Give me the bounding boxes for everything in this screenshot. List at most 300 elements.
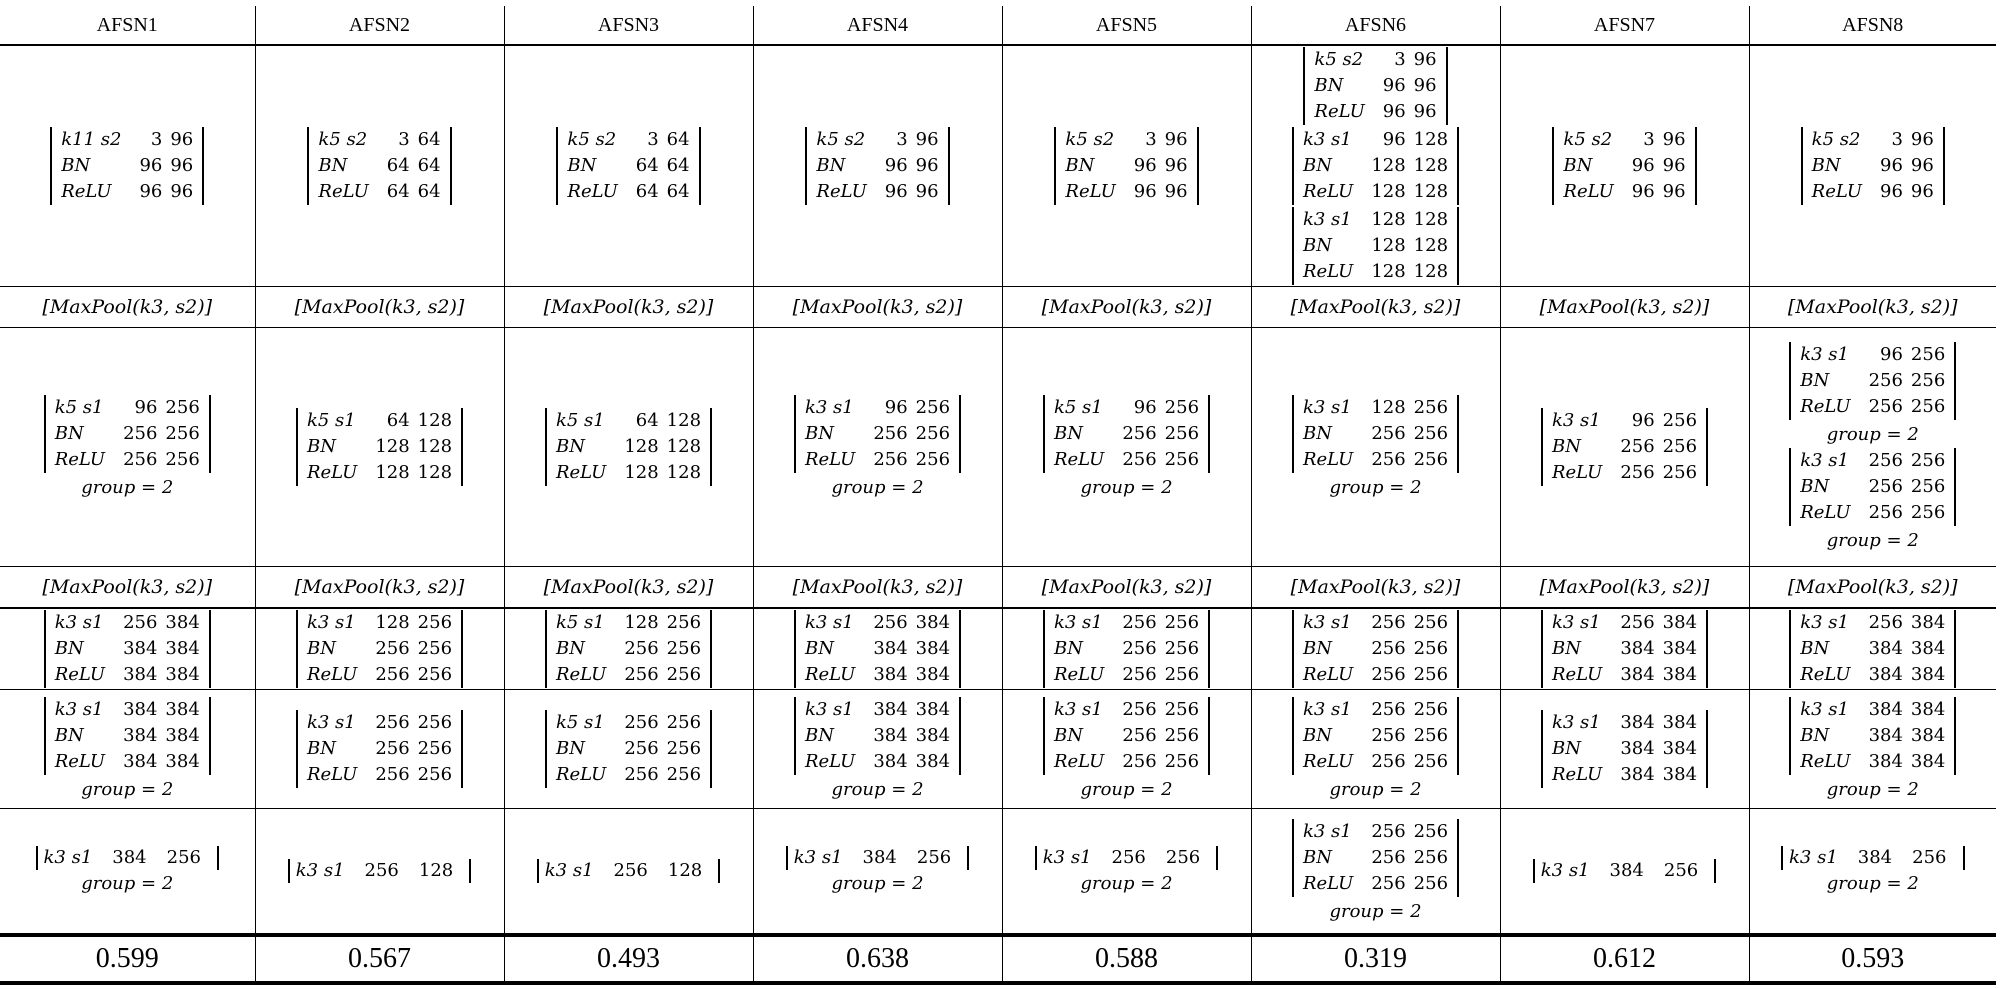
- layer-channel: 96: [1382, 101, 1406, 122]
- cell-afsn3: [504, 328, 753, 567]
- layer-op: k3 s1: [1302, 612, 1352, 633]
- layer-matrix-row: [1548, 460, 1701, 486]
- cell-afsn5: [1002, 608, 1251, 690]
- maxpool-row: [0, 287, 1996, 328]
- layer-channel: 384: [1620, 638, 1655, 659]
- layer-matrix: [1789, 697, 1956, 775]
- layer-channel: 256: [1662, 410, 1698, 431]
- layer-channel: 256: [1910, 370, 1946, 391]
- layer-channel: 128: [1371, 181, 1406, 202]
- layer-matrix-row: [801, 447, 954, 473]
- layer-channel: 64: [417, 181, 441, 202]
- layer-channel: 96: [884, 155, 908, 176]
- cell-stack: [1501, 407, 1749, 487]
- layer-channel: 128: [1371, 397, 1406, 418]
- cell-afsn3: [504, 690, 753, 809]
- layer-matrix-grid: [1299, 127, 1452, 205]
- layer-channel: 256: [1910, 450, 1946, 471]
- layer-channel: 256: [123, 612, 158, 633]
- layer-matrix-row: [303, 610, 456, 636]
- layer-matrix-row: [1796, 723, 1949, 749]
- layer-channel: 256: [666, 664, 702, 685]
- layer-op: BN: [804, 725, 834, 746]
- layer-op: BN: [1314, 75, 1344, 96]
- cell-afsn8: [1749, 328, 1996, 567]
- cell-stack: [0, 126, 255, 206]
- layer-matrix: [1292, 697, 1459, 775]
- layer-channel: 256: [1620, 462, 1655, 483]
- layer-channel: 384: [1910, 751, 1946, 772]
- layer-matrix-grid: [801, 697, 954, 775]
- cell-stack: [1501, 709, 1749, 789]
- layer-matrix-row: [1050, 636, 1203, 662]
- layer-channel: 3: [1145, 129, 1157, 150]
- layer-matrix-row: [1796, 474, 1949, 500]
- score-cell: 0.567: [255, 935, 504, 983]
- layer-channel: 96: [1164, 155, 1188, 176]
- column-header: AFSN8: [1749, 6, 1996, 45]
- layer-channel: 384: [123, 664, 158, 685]
- layer-matrix-grid: [812, 127, 942, 205]
- layer-op: ReLU: [1065, 181, 1116, 202]
- layer-matrix-row: [51, 421, 204, 447]
- group-note: group = 2: [831, 779, 924, 800]
- layer-matrix-row: [303, 762, 456, 788]
- layer-matrix-row: [1808, 127, 1938, 153]
- layer-channel: 128: [666, 410, 702, 431]
- table-row: [0, 45, 1996, 287]
- layer-channel: 64: [386, 410, 410, 431]
- layer-matrix: [296, 610, 463, 688]
- layer-op: BN: [306, 638, 336, 659]
- layer-matrix-row: [1796, 697, 1949, 723]
- layer-matrix-grid: [1796, 448, 1949, 526]
- group-note: group = 2: [81, 477, 174, 498]
- layer-channel: 128: [1371, 209, 1406, 230]
- layer-channel: 256: [1620, 436, 1655, 457]
- layer-channel: 96: [1910, 129, 1934, 150]
- layer-matrix-grid: [1050, 610, 1203, 688]
- layer-op: ReLU: [1302, 181, 1354, 202]
- layer-channel: 256: [1413, 397, 1449, 418]
- layer-op: BN: [306, 436, 336, 457]
- layer-op: ReLU: [555, 664, 607, 685]
- layer-matrix-row: [1299, 259, 1452, 285]
- layer-op: ReLU: [555, 764, 607, 785]
- layer-matrix-row: [1299, 207, 1452, 233]
- layer-channel: 96: [884, 397, 908, 418]
- layer-inline: [1781, 846, 1965, 870]
- layer-channel: 384: [1609, 860, 1644, 881]
- layer-channel: 256: [624, 764, 659, 785]
- layer-channel: 256: [1662, 436, 1698, 457]
- layer-channel: 256: [915, 423, 951, 444]
- layer-matrix-row: [1559, 153, 1689, 179]
- cell-stack: [1003, 394, 1251, 500]
- cell-afsn6: [1251, 328, 1500, 567]
- layer-op: BN: [804, 638, 834, 659]
- layer-matrix-grid: [1548, 710, 1701, 788]
- layer-matrix-row: [303, 662, 456, 688]
- layer-channel: 256: [666, 712, 702, 733]
- layer-op: BN: [804, 423, 834, 444]
- layer-op: BN: [1800, 370, 1830, 391]
- layer-op: k11 s2: [61, 129, 122, 150]
- column-header: AFSN6: [1251, 6, 1500, 45]
- layer-channel: 256: [1868, 370, 1903, 391]
- layer-channel: 384: [873, 664, 908, 685]
- layer-matrix-grid: [1808, 127, 1938, 205]
- layer-channel: 384: [915, 699, 951, 720]
- cell-afsn1: [0, 690, 255, 809]
- layer-op: k3 s1: [793, 847, 843, 868]
- maxpool-cell: [MaxPool(k3, s2)]: [0, 567, 255, 609]
- layer-matrix: [794, 697, 961, 775]
- cell-afsn8: [1749, 45, 1996, 287]
- layer-channel: 256: [1164, 397, 1200, 418]
- layer-channel: 256: [1164, 423, 1200, 444]
- layer-op: k3 s1: [54, 612, 104, 633]
- layer-channel: 256: [666, 638, 702, 659]
- maxpool-cell: [MaxPool(k3, s2)]: [1500, 567, 1749, 609]
- layer-channel: 64: [666, 181, 690, 202]
- layer-matrix-row: [1548, 736, 1701, 762]
- layer-channel: 256: [375, 664, 410, 685]
- layer-op: BN: [1551, 738, 1581, 759]
- cell-stack: [1252, 609, 1500, 689]
- layer-channel: 64: [635, 155, 659, 176]
- layer-matrix: [44, 697, 211, 775]
- layer-channel: 256: [624, 712, 659, 733]
- layer-matrix-row: [1796, 636, 1949, 662]
- maxpool-row: [0, 567, 1996, 609]
- layer-channel: 3: [647, 129, 659, 150]
- layer-op: ReLU: [555, 462, 607, 483]
- layer-channel: 384: [165, 725, 200, 746]
- cell-stack: [505, 407, 753, 487]
- cell-stack: [505, 126, 753, 206]
- layer-channel: 128: [1413, 209, 1449, 230]
- score-cell: 0.599: [0, 935, 255, 983]
- table-row: [0, 608, 1996, 690]
- group-note: group = 2: [1080, 873, 1173, 894]
- layer-matrix-row: [1796, 394, 1949, 420]
- layer-channel: 64: [417, 155, 441, 176]
- cell-afsn2: [255, 328, 504, 567]
- layer-channel: 128: [666, 462, 702, 483]
- layer-channel: 256: [1371, 449, 1406, 470]
- layer-op: BN: [54, 725, 84, 746]
- layer-inline: [1035, 846, 1219, 870]
- layer-channel: 256: [1413, 847, 1449, 868]
- layer-matrix-row: [1061, 179, 1191, 205]
- layer-matrix-row: [314, 153, 444, 179]
- layer-channel: 384: [915, 638, 951, 659]
- layer-channel: 256: [375, 764, 410, 785]
- layer-matrix-grid: [1548, 408, 1701, 486]
- layer-matrix: [1541, 710, 1708, 788]
- cell-stack: [1003, 609, 1251, 689]
- group-note: group = 2: [1826, 424, 1919, 445]
- layer-matrix-row: [1050, 610, 1203, 636]
- layer-channel: 96: [1413, 101, 1437, 122]
- layer-channel: 256: [666, 612, 702, 633]
- layer-channel: 256: [417, 664, 453, 685]
- layer-matrix-row: [552, 610, 705, 636]
- layer-matrix-row: [563, 153, 693, 179]
- layer-channel: 96: [1413, 75, 1437, 96]
- layer-op: ReLU: [1800, 502, 1851, 523]
- layer-op: k3 s1: [1800, 450, 1849, 471]
- layer-channel: 256: [1164, 699, 1200, 720]
- layer-channel: 96: [915, 181, 939, 202]
- layer-matrix: [1789, 610, 1956, 688]
- layer-matrix-row: [303, 710, 456, 736]
- layer-matrix-row: [1310, 73, 1440, 99]
- layer-channel: 384: [1620, 764, 1655, 785]
- layer-matrix-row: [51, 610, 204, 636]
- layer-op: k3 s1: [804, 699, 854, 720]
- group-note: group = 2: [1080, 779, 1173, 800]
- layer-channel: 384: [1662, 612, 1698, 633]
- layer-channel: 3: [1643, 129, 1655, 150]
- layer-matrix-row: [57, 153, 197, 179]
- layer-channel: 3: [896, 129, 908, 150]
- cell-afsn4: [753, 608, 1002, 690]
- layer-channel: 256: [165, 397, 200, 418]
- layer-channel: 384: [1662, 712, 1698, 733]
- maxpool-cell: [MaxPool(k3, s2)]: [1002, 287, 1251, 328]
- maxpool-cell: [MaxPool(k3, s2)]: [504, 287, 753, 328]
- layer-channel: 256: [1413, 612, 1449, 633]
- layer-op: BN: [555, 436, 585, 457]
- table-row: [0, 328, 1996, 567]
- layer-matrix-row: [303, 460, 456, 486]
- cell-stack: [505, 859, 753, 883]
- cell-afsn4: [753, 690, 1002, 809]
- layer-op: k3 s1: [1302, 821, 1352, 842]
- layer-channel: 384: [915, 664, 951, 685]
- layer-channel: 96: [1164, 181, 1188, 202]
- cell-stack: [1750, 696, 1997, 802]
- maxpool-cell: [MaxPool(k3, s2)]: [1749, 567, 1996, 609]
- layer-channel: 384: [873, 699, 908, 720]
- layer-matrix-grid: [1548, 610, 1701, 688]
- cell-afsn7: [1500, 809, 1749, 936]
- layer-op: BN: [1302, 725, 1332, 746]
- layer-channel: 256: [123, 449, 158, 470]
- layer-op: ReLU: [1551, 664, 1603, 685]
- layer-matrix-grid: [303, 408, 456, 486]
- layer-matrix-grid: [1299, 697, 1452, 775]
- layer-channel: 256: [1122, 449, 1157, 470]
- layer-matrix-row: [1299, 723, 1452, 749]
- layer-matrix-grid: [1796, 697, 1949, 775]
- layer-op: k3 s1: [1053, 699, 1103, 720]
- layer-channel: 256: [666, 738, 702, 759]
- layer-op: k3 s1: [1053, 612, 1103, 633]
- layer-channel: 384: [1662, 738, 1698, 759]
- layer-matrix-row: [1050, 697, 1203, 723]
- maxpool-cell: [MaxPool(k3, s2)]: [255, 567, 504, 609]
- cell-stack: [1750, 341, 1997, 553]
- layer-matrix-row: [1061, 153, 1191, 179]
- score-row: [0, 935, 1996, 983]
- layer-matrix-row: [1050, 447, 1203, 473]
- layer-channel: 384: [1868, 664, 1903, 685]
- layer-channel: 384: [873, 751, 908, 772]
- group-note: group = 2: [81, 873, 174, 894]
- layer-matrix-grid: [552, 408, 705, 486]
- cell-stack: [505, 709, 753, 789]
- layer-channel: 96: [1133, 397, 1157, 418]
- layer-channel: 256: [1122, 664, 1157, 685]
- layer-matrix-row: [51, 662, 204, 688]
- layer-matrix-row: [1299, 819, 1452, 845]
- layer-channel: 384: [1620, 664, 1655, 685]
- layer-channel: 256: [1122, 725, 1157, 746]
- layer-matrix-row: [1548, 710, 1701, 736]
- column-header: AFSN4: [753, 6, 1002, 45]
- layer-channel: 256: [417, 738, 453, 759]
- layer-op: k3 s1: [1789, 847, 1838, 868]
- cell-stack: [1003, 126, 1251, 206]
- layer-op: k3 s1: [1800, 344, 1849, 365]
- layer-matrix-grid: [303, 710, 456, 788]
- cell-stack: [256, 126, 504, 206]
- layer-channel: 128: [417, 462, 453, 483]
- layer-matrix-grid: [801, 610, 954, 688]
- layer-channel: 128: [624, 462, 659, 483]
- layer-op: k3 s1: [295, 860, 345, 881]
- layer-matrix-row: [1061, 127, 1191, 153]
- layer-channel: 256: [1371, 699, 1406, 720]
- layer-op: BN: [1551, 436, 1581, 457]
- layer-channel: 384: [165, 664, 200, 685]
- layer-channel: 384: [1910, 638, 1946, 659]
- layer-channel: 384: [1868, 725, 1903, 746]
- layer-channel: 96: [1164, 129, 1188, 150]
- layer-channel: 256: [1868, 502, 1903, 523]
- group-note: group = 2: [1329, 901, 1422, 922]
- cell-afsn7: [1500, 328, 1749, 567]
- layer-channel: 96: [884, 181, 908, 202]
- layer-channel: 384: [1868, 638, 1903, 659]
- layer-channel: 256: [1413, 873, 1449, 894]
- layer-matrix-row: [1299, 447, 1452, 473]
- layer-op: ReLU: [1053, 449, 1105, 470]
- layer-matrix-row: [51, 447, 204, 473]
- layer-channel: 128: [1371, 155, 1406, 176]
- cell-afsn1: [0, 328, 255, 567]
- cell-stack: [256, 859, 504, 883]
- cell-afsn5: [1002, 45, 1251, 287]
- layer-channel: 256: [417, 712, 453, 733]
- layer-channel: 256: [1122, 423, 1157, 444]
- layer-matrix-grid: [303, 610, 456, 688]
- layer-matrix-row: [1310, 47, 1440, 73]
- layer-matrix-row: [1548, 434, 1701, 460]
- layer-matrix-row: [1050, 421, 1203, 447]
- layer-matrix: [545, 610, 712, 688]
- layer-matrix: [1292, 395, 1459, 473]
- layer-channel: 96: [1133, 181, 1157, 202]
- layer-matrix-row: [51, 395, 204, 421]
- layer-channel: 384: [123, 699, 158, 720]
- layer-matrix-row: [812, 153, 942, 179]
- layer-channel: 96: [915, 129, 939, 150]
- layer-channel: 256: [1413, 821, 1449, 842]
- layer-op: BN: [61, 155, 91, 176]
- column-header: AFSN5: [1002, 6, 1251, 45]
- layer-matrix-grid: [552, 610, 705, 688]
- layer-matrix: [1043, 395, 1210, 473]
- layer-channel: 256: [1912, 847, 1947, 868]
- layer-channel: 256: [916, 847, 952, 868]
- layer-matrix-row: [303, 636, 456, 662]
- layer-matrix-grid: [1299, 610, 1452, 688]
- layer-matrix: [1303, 47, 1447, 125]
- layer-op: ReLU: [54, 449, 106, 470]
- layer-channel: 3: [150, 129, 163, 150]
- layer-inline: [288, 859, 472, 883]
- layer-channel: 256: [375, 738, 410, 759]
- layer-op: BN: [555, 738, 585, 759]
- layer-matrix: [545, 408, 712, 486]
- layer-op: k5 s2: [1065, 129, 1115, 150]
- layer-channel: 256: [1122, 612, 1157, 633]
- layer-matrix-row: [1050, 662, 1203, 688]
- layer-channel: 64: [635, 410, 659, 431]
- layer-matrix-grid: [1050, 697, 1203, 775]
- cell-stack: [256, 709, 504, 789]
- cell-stack: [0, 394, 255, 500]
- layer-matrix-row: [801, 662, 954, 688]
- layer-channel: 128: [418, 860, 454, 881]
- layer-channel: 128: [375, 462, 410, 483]
- layer-op: BN: [1800, 638, 1830, 659]
- layer-channel: 384: [1662, 764, 1698, 785]
- layer-matrix-row: [812, 179, 942, 205]
- layer-matrix-grid: [1061, 127, 1191, 205]
- layer-matrix: [805, 127, 949, 205]
- layer-channel: 256: [624, 664, 659, 685]
- layer-channel: 384: [915, 612, 951, 633]
- layer-op: BN: [306, 738, 336, 759]
- layer-channel: 128: [417, 436, 453, 457]
- cell-stack: [0, 846, 255, 896]
- maxpool-cell: [MaxPool(k3, s2)]: [504, 567, 753, 609]
- layer-channel: 384: [165, 699, 200, 720]
- cell-afsn6: [1251, 45, 1500, 287]
- cell-afsn4: [753, 45, 1002, 287]
- layer-channel: 96: [1880, 344, 1903, 365]
- layer-op: ReLU: [1551, 462, 1603, 483]
- cell-stack: [0, 609, 255, 689]
- layer-matrix-row: [1299, 871, 1452, 897]
- layer-op: BN: [1053, 423, 1083, 444]
- layer-op: BN: [1302, 235, 1332, 256]
- layer-matrix: [50, 127, 204, 205]
- layer-op: BN: [1800, 476, 1830, 497]
- layer-channel: 256: [364, 860, 399, 881]
- layer-matrix-row: [1299, 845, 1452, 871]
- layer-op: BN: [318, 155, 348, 176]
- layer-matrix: [1552, 127, 1696, 205]
- layer-channel: 384: [165, 612, 200, 633]
- layer-matrix-row: [1796, 500, 1949, 526]
- group-note: group = 2: [1329, 779, 1422, 800]
